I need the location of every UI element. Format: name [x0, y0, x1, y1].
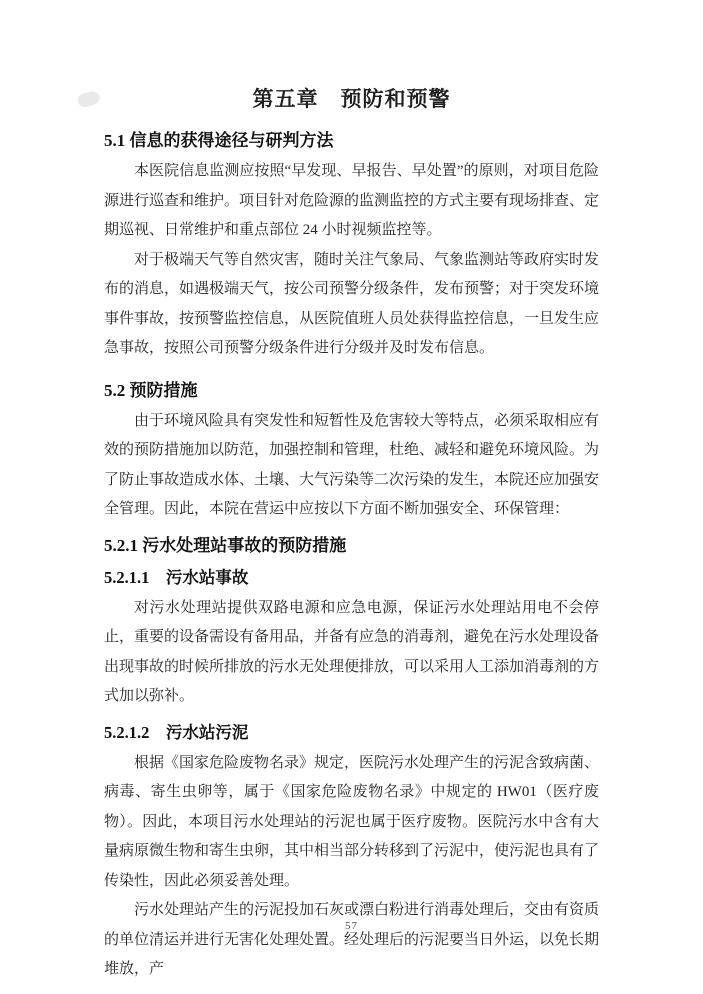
paragraph-5-2-a: 由于环境风险具有突发性和短暂性及危害较大等特点，必须采取相应有效的预防措施加以防范，加强控制和管理，杜绝、减轻和避免环境风险。为了防止事故造成水体、土壤、大气污染等二次污染的发生，本院还应加强安全管理。因此，本院在营运中应按以下方面不断加强安全、环保管理：	[104, 412, 600, 517]
section-heading-5-2-1: 5.2.1 污水处理站事故的预防措施	[104, 535, 347, 555]
paragraph-5-2-1-2-a: 根据《国家危险废物名录》规定，医院污水处理产生的污泥含致病菌、病毒、寄生虫卵等，属于《国家危险废物名录》中规定的 HW01（医疗废物）。因此，本项目污水处理站的污泥也属于医疗废物。医院污水中含有大量病原微生物和寄生虫卵，其中相当部分转移到了污泥中，使污泥也具有了传染性，因此必须妥善处理。	[104, 754, 600, 889]
paragraph-5-1-a: 本医院信息监测应按照“早发现、早报告、早处置”的原则，对项目危险源进行巡查和维护。项目针对危险源的监测监控的方式主要有现场排查、定期巡视、日常维护和重点部位 24 小时视频监控等。	[104, 163, 600, 238]
scan-artifact	[76, 89, 101, 109]
paragraph-5-2-1-2-b: 污水处理站产生的污泥投加石灰或漂白粉进行消毒处理后，交由有资质的单位清运并进行无害化处理处置。经处理后的污泥要当日外运，以免长期堆放，产	[104, 902, 600, 977]
section-heading-5-2-1-2: 5.2.1.2 污水站污泥	[104, 722, 249, 742]
chapter-title: 第五章 预防和预警	[252, 87, 451, 111]
paragraph-5-1-b: 对于极端天气等自然灾害，随时关注气象局、气象监测站等政府实时发布的消息，如遇极端天气，按公司预警分级条件，发布预警；对于突发环境事件事故，按预警监控信息，从医院值班人员处获得监控信息，一旦发生应急事故，按照公司预警分级条件进行分级并及时发布信息。	[104, 251, 600, 356]
section-heading-5-2: 5.2 预防措施	[104, 380, 198, 400]
section-heading-5-1: 5.1 信息的获得途径与研判方法	[104, 131, 334, 150]
paragraph-5-2-1-1-a: 对污水处理站提供双路电源和应急电源，保证污水处理站用电不会停止，重要的设备需设有备用品，并备有应急的消毒剂，避免在污水处理设备出现事故的时候所排放的污水无处理便排放，可以采用人工添加消毒剂的方式加以弥补。	[104, 599, 600, 704]
section-heading-5-2-1-1: 5.2.1.1 污水站事故	[104, 567, 249, 587]
page-number: 57	[345, 920, 358, 932]
